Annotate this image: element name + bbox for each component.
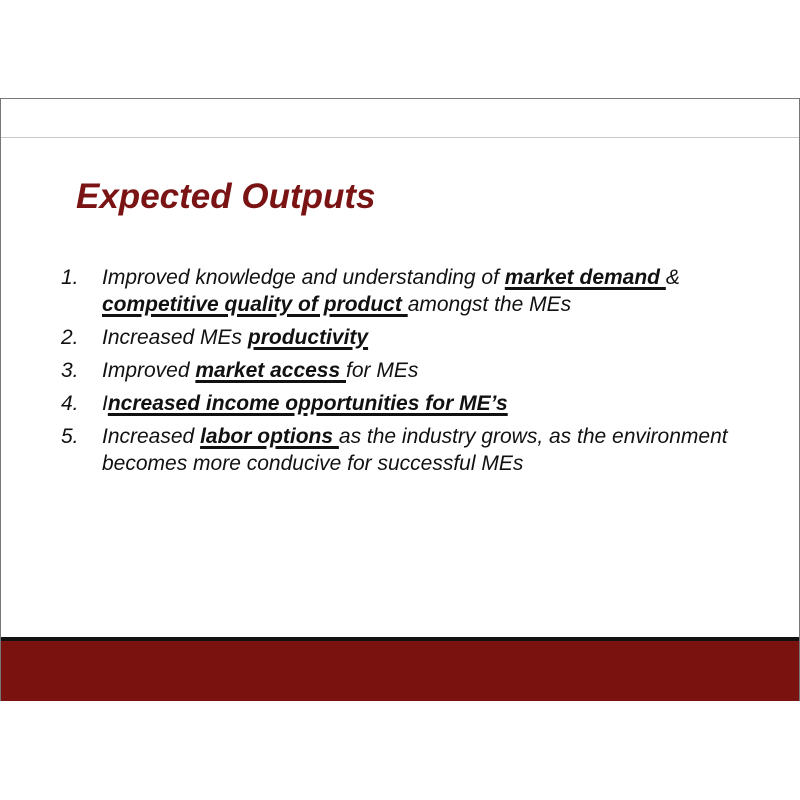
- item-text: Increased MEs: [102, 326, 248, 349]
- item-text: amongst the MEs: [407, 293, 572, 316]
- header-divider: [1, 137, 799, 138]
- item-text: &: [665, 266, 680, 289]
- item-text: I: [102, 392, 108, 415]
- list-item: [1, 390, 799, 417]
- list-item-number: 3.: [61, 359, 79, 382]
- item-text: for MEs: [346, 359, 419, 382]
- item-emphasis: market access: [195, 359, 346, 382]
- list-item-number: 2.: [61, 326, 79, 349]
- item-emphasis: productivity: [247, 326, 369, 349]
- list-item-number: 5.: [61, 425, 79, 448]
- item-text: Improved: [102, 359, 196, 382]
- slide: [0, 98, 800, 701]
- item-emphasis: labor options: [200, 425, 339, 448]
- list-item: [1, 357, 799, 384]
- slide-title: Expected Outputs: [76, 177, 376, 216]
- item-emphasis: ncreased income opportunities for ME’s: [107, 392, 508, 415]
- item-text: Increased: [102, 425, 201, 448]
- item-text: as the industry grows, as the environment becomes more conducive for successful MEs: [102, 425, 728, 475]
- list-item-number: 1.: [61, 266, 79, 289]
- list-item: [1, 423, 799, 477]
- item-text: Improved knowledge and understanding of: [102, 266, 505, 289]
- expected-outputs-list: [1, 264, 799, 483]
- list-item: [1, 324, 799, 351]
- item-emphasis: market demand: [504, 266, 666, 289]
- footer-band: [1, 641, 799, 701]
- list-item: [1, 264, 799, 318]
- list-item-number: 4.: [61, 392, 79, 415]
- item-emphasis: competitive quality of product: [102, 293, 408, 316]
